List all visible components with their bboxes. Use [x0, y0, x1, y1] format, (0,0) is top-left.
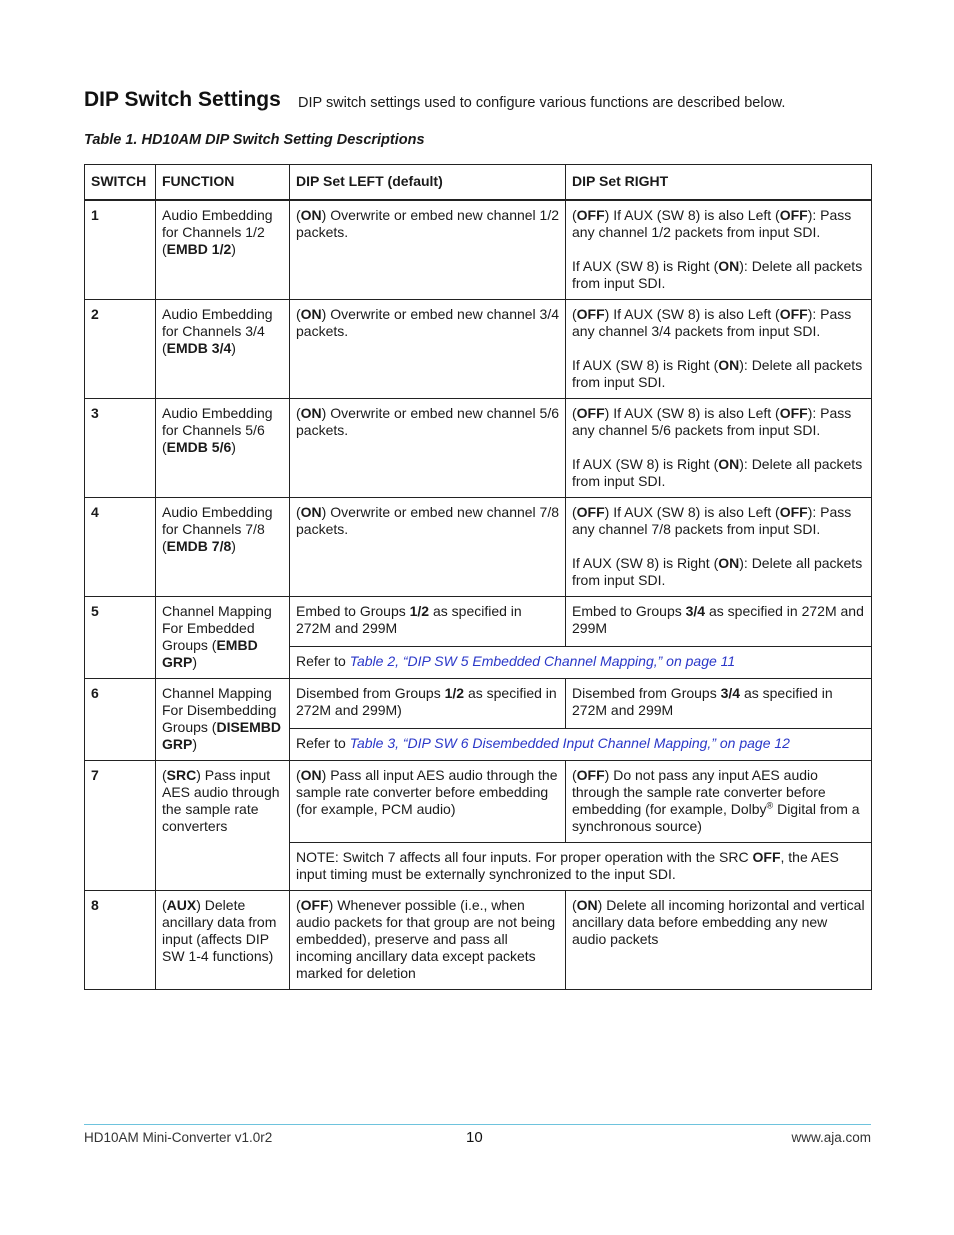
dip-switch-table — [84, 164, 872, 990]
switch-number: 8 — [85, 891, 156, 990]
function-cell: Channel Mapping For Embedded Groups (EMBD GRP) — [156, 597, 290, 679]
dip-left-cell: (ON) Overwrite or embed new channel 3/4 packets. — [290, 300, 566, 399]
switch-number: 4 — [85, 498, 156, 597]
switch-number: 6 — [85, 679, 156, 761]
dip-left-cell: Disembed from Groups 1/2 as specified in 272M and 299M) — [290, 679, 566, 729]
dip-right-cell: (OFF) Do not pass any input AES audio through the sample rate converter before embedding (for example, Dolby® Digital from a synchronous source) — [566, 761, 872, 843]
dip-right-cell: (OFF) If AUX (SW 8) is also Left (OFF): Pass any channel 1/2 packets from input SDI. If AUX (SW 8) is Right (ON): Delete all packets from input SDI. — [566, 200, 872, 300]
dip-right-cell: Embed to Groups 3/4 as specified in 272M and 299M — [566, 597, 872, 647]
table-row — [85, 498, 872, 597]
registered-mark: ® — [766, 800, 774, 811]
dip-right-cell: Disembed from Groups 3/4 as specified in 272M and 299M — [566, 679, 872, 729]
section-intro: DIP switch settings used to configure various functions are described below. — [298, 95, 786, 111]
table-row — [85, 891, 872, 990]
dip-left-cell: (OFF) Whenever possible (i.e., when audio packets for that group are not being embedded), preserve and pass all incoming ancillary data except packets marked for deletion — [290, 891, 566, 990]
switch-number: 2 — [85, 300, 156, 399]
table-header-row — [85, 165, 872, 201]
dip-right-cell: (OFF) If AUX (SW 8) is also Left (OFF): Pass any channel 7/8 packets from input SDI. If AUX (SW 8) is Right (ON): Delete all packets from input SDI. — [566, 498, 872, 597]
table-row — [85, 300, 872, 399]
table-row — [85, 399, 872, 498]
table-caption: Table 1. HD10AM DIP Switch Setting Descriptions — [84, 132, 425, 148]
header-dip-left: DIP Set LEFT (default) — [290, 165, 566, 201]
function-cell: Audio Embedding for Channels 1/2 (EMBD 1/2) — [156, 200, 290, 300]
dip-right-cell: (OFF) If AUX (SW 8) is also Left (OFF): Pass any channel 3/4 packets from input SDI. If AUX (SW 8) is Right (ON): Delete all packets from input SDI. — [566, 300, 872, 399]
footer-document-title: HD10AM Mini-Converter v1.0r2 — [84, 1130, 273, 1145]
note-cell: NOTE: Switch 7 affects all four inputs. For proper operation with the SRC OFF, the AES input timing must be externally synchronized to the input SDI. — [290, 843, 872, 891]
function-cell: (AUX) Delete ancillary data from input (affects DIP SW 1-4 functions) — [156, 891, 290, 990]
header-switch: SWITCH — [85, 165, 156, 201]
function-cell: Audio Embedding for Channels 7/8 (EMDB 7/8) — [156, 498, 290, 597]
table-row — [85, 761, 872, 843]
function-cell: (SRC) Pass input AES audio through the sample rate converters — [156, 761, 290, 891]
table-3-cross-reference-link[interactable]: Table 3, “DIP SW 6 Disembedded Input Channel Mapping,” on page 12 — [349, 734, 790, 751]
dip-right-cell: (OFF) If AUX (SW 8) is also Left (OFF): Pass any channel 5/6 packets from input SDI. If AUX (SW 8) is Right (ON): Delete all packets from input SDI. — [566, 399, 872, 498]
page-number: 10 — [466, 1129, 483, 1146]
header-dip-right: DIP Set RIGHT — [566, 165, 872, 201]
dip-left-cell: (ON) Overwrite or embed new channel 5/6 packets. — [290, 399, 566, 498]
function-cell: Channel Mapping For Disembedding Groups (DISEMBD GRP) — [156, 679, 290, 761]
table-row — [85, 597, 872, 647]
switch-number: 7 — [85, 761, 156, 891]
table-row — [85, 200, 872, 300]
switch-number: 3 — [85, 399, 156, 498]
footer-website: www.aja.com — [791, 1130, 871, 1145]
function-cell: Audio Embedding for Channels 3/4 (EMDB 3/4) — [156, 300, 290, 399]
function-cell: Audio Embedding for Channels 5/6 (EMDB 5/6) — [156, 399, 290, 498]
table-row — [85, 679, 872, 729]
note-cell: Refer to Table 2, “DIP SW 5 Embedded Channel Mapping,” on page 11 — [290, 646, 872, 678]
footer-divider — [84, 1124, 871, 1125]
dip-left-cell: (ON) Pass all input AES audio through the sample rate converter before embedding (for example, PCM audio) — [290, 761, 566, 843]
dip-left-cell: (ON) Overwrite or embed new channel 1/2 packets. — [290, 200, 566, 300]
dip-right-cell: (ON) Delete all incoming horizontal and vertical ancillary data before embedding any new audio packets — [566, 891, 872, 990]
switch-number: 5 — [85, 597, 156, 679]
note-cell: Refer to Table 3, “DIP SW 6 Disembedded Input Channel Mapping,” on page 12 — [290, 728, 872, 760]
dip-left-cell: Embed to Groups 1/2 as specified in 272M and 299M — [290, 597, 566, 647]
section-title: DIP Switch Settings — [84, 88, 281, 111]
header-function: FUNCTION — [156, 165, 290, 201]
table-2-cross-reference-link[interactable]: Table 2, “DIP SW 5 Embedded Channel Mapping,” on page 11 — [349, 652, 736, 669]
dip-left-cell: (ON) Overwrite or embed new channel 7/8 packets. — [290, 498, 566, 597]
switch-number: 1 — [85, 200, 156, 300]
